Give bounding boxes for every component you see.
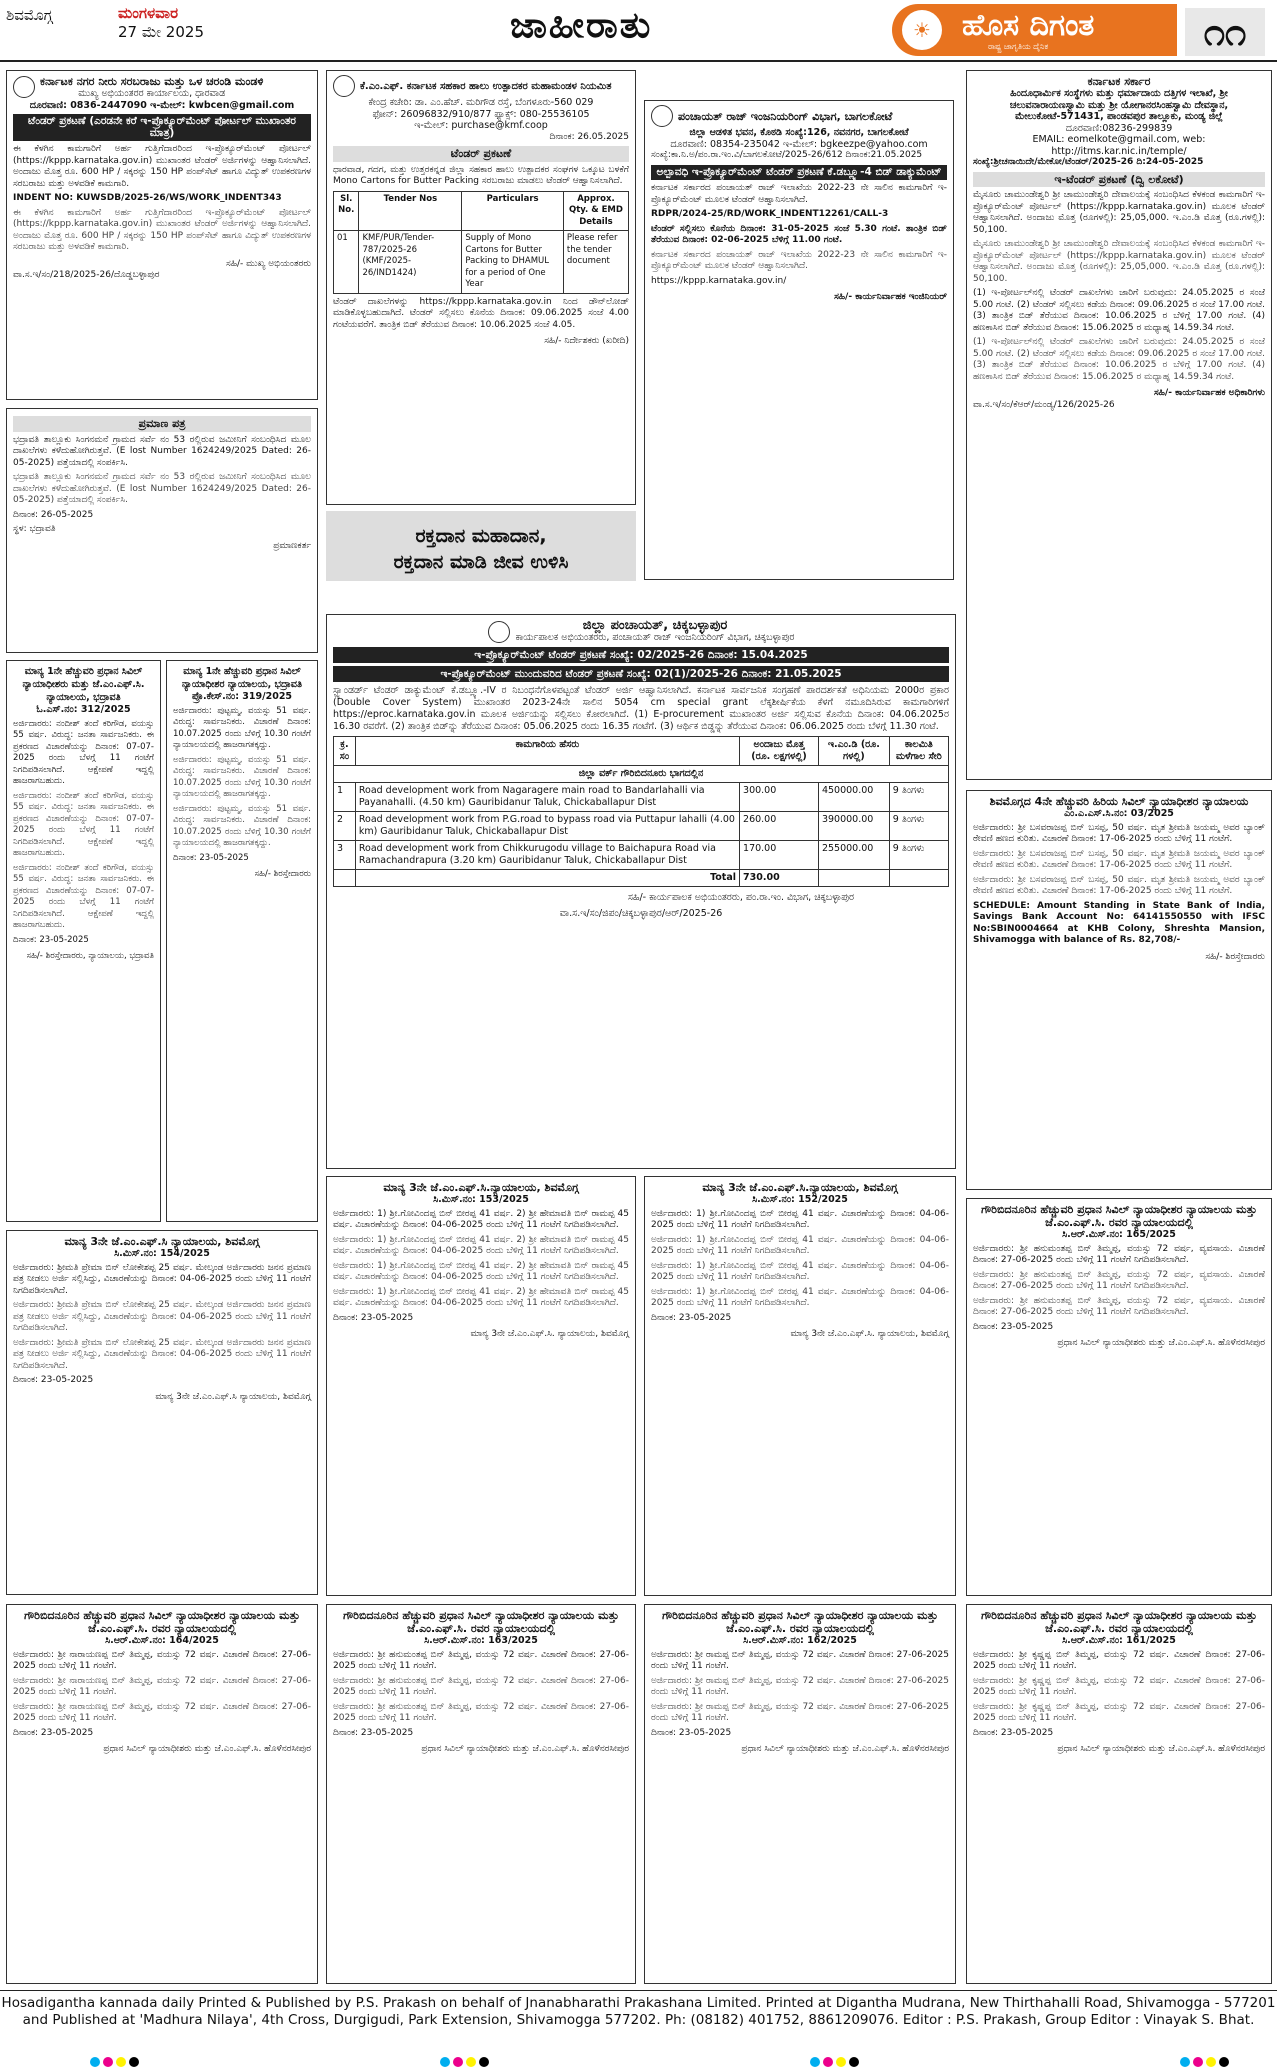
ad-heading-bar: ಟೆಂಡರ್ ಪ್ರಕಟಣೆ (ಎರಡನೇ ಕರೆ ಇ-ಪ್ರೊಕ್ಯೂರ್‌ಮೆಂಟ್ ಪೋರ್ಟಲ್ ಮುಖಾಂತರ ಮಾತ್ರ) [13,114,311,141]
table-cell: 3 [334,841,356,870]
ad-dates: ಟೆಂಡರ್ ಸಲ್ಲಿಸಲು ಕೊನೆಯ ದಿನಾಂಕ: 31-05-2025 ಸಂಜೆ 5.30 ಗಂಟೆ. ತಾಂತ್ರಿಕ ಬಿಡ್ ತೆರೆಯುವ ದಿನಾಂಕ: 02-06-2025 ಬೆಳಿಗ್ಗೆ 11.00 ಗಂಟೆ. [651,223,947,245]
court-date: ದಿನಾಂಕ: 23-05-2025 [173,852,249,863]
case-number: ಸಿ.ಆರ್.ಮಿಸ್.ನಂ: 164/2025 [105,1635,219,1646]
emblem-icon [488,621,510,643]
court-body-filler: ಅರ್ಜಿದಾರರು: ಶ್ರೀ ಹನುಮಂತಪ್ಪ ಬಿನ್ ತಿಮ್ಮಪ್ಪ, ವಯಸ್ಸು 72 ವರ್ಷ. ವಿಚಾರಣೆ ದಿನಾಂಕ: 27-06-2025 ರಂದು ಬೆಳಿಗ್ಗೆ 11 ಗಂಟೆಗೆ. [333,1675,629,1697]
court-signature: ಮಾನ್ಯ 3ನೇ ಜೆ.ಎಂ.ಎಫ್.ಸಿ ನ್ಯಾಯಾಲಯ, ಶಿವಮೊಗ್ಗ [155,1391,311,1402]
ad-contact: ದೂರವಾಣಿ: 0836-2447090 ಇ-ಮೇಲ್: kwbcen@gmail.com [29,99,295,111]
chikkaballapur-tender-ad [326,614,956,1169]
court-notice [6,1604,318,1984]
ad-subtitle: ಕಾರ್ಯಪಾಲಕ ಅಭಿಯಂತರರು, ಪಂಚಾಯತ್ ರಾಜ್ ಇಂಜನಿಯರಿಂಗ್ ವಿಭಾಗ, ಚಿಕ್ಕಬಳ್ಳಾಪುರ [515,632,795,643]
court-title: ಶಿವಮೊಗ್ಗದ 4ನೇ ಹೆಚ್ಚುವರಿ ಹಿರಿಯ ಸಿವಿಲ್ ನ್ಯಾಯಾಧೀಶರ ನ್ಯಾಯಾಲಯ [989,795,1249,808]
table-cell: Please refer the tender document [563,231,628,294]
court-title: ಮಾನ್ಯ 3ನೇ ಜೆ.ಎಂ.ಎಫ್.ಸಿ ನ್ಯಾಯಾಲಯ, ಶಿವಮೊಗ್ಗ [64,1235,260,1248]
ad-phone: ಫೋನ್: 26096832/910/877 ಫ್ಯಾಕ್ಸ್: 080-25536105 [372,108,590,120]
total-label: Total [355,870,739,887]
ad-title: ಕರ್ನಾಟಕ ನಗರ ನೀರು ಸರಬರಾಜು ಮತ್ತು ಒಳ ಚರಂಡಿ ಮಂಡಳಿ [40,75,264,88]
magenta-dot-icon [1193,2057,1203,2067]
brand-tagline: ರಾಷ್ಟ್ರ ಜಾಗೃತಿಯ ದೈನಿಕ [988,42,1049,51]
indent-number: INDENT NO: KUWSDB/2025-26/WS/WORK_INDENT343 [13,193,282,203]
ad-title: ಜಿಲ್ಲಾ ಪಂಚಾಯತ್, ಚಿಕ್ಕಬಳ್ಳಾಪುರ [582,618,728,633]
table-cell: 450000.00 [818,783,889,812]
court-signature: ಪ್ರಧಾನ ಸಿವಿಲ್ ನ್ಯಾಯಾಧೀಶರು ಮತ್ತು ಜೆ.ಎಂ.ಎಫ್.ಸಿ. ಹೊಳೆನರಸೀಪುರ [741,1744,949,1754]
table-cell: Road development work from Chikkurugodu village to Baichapura Road via Ramachandrapura (3.20 km) Gauribidanur Taluk, Chickaballapur Dist [355,841,739,870]
tender-number-line: ಇ-ಪ್ರೊಕ್ಯೂರ್‌ಮೆಂಟ್ ಟೆಂಡರ್ ಪ್ರಕಟಣೆ ಸಂಖ್ಯೆ: 02/2025-26 ದಿನಾಂಕ: 15.04.2025 [333,647,949,663]
banner-line: ರಕ್ತದಾನ ಮಹಾದಾನ, [415,525,547,547]
table-cell: 01 [334,231,359,294]
court-body-filler: ಅರ್ಜಿದಾರರು: ಶ್ರೀ ಬಸವರಾಜಪ್ಪ ಬಿನ್ ಬಸಪ್ಪ, 50 ವರ್ಷ. ಮೃತ ಶ್ರೀಮತಿ ಜಯಮ್ಮ ಅವರ ಬ್ಯಾಂಕ್ ಠೇವಣಿ ಹಣದ ಕುರಿತು. ವಿಚಾರಣೆ ದಿನಾಂಕ: 17-06-2025 ರಂದು ಬೆಳಿಗ್ಗೆ 11 ಗಂಟೆಗೆ. [973,874,1265,896]
ad-body: ಈ ಕೆಳಗಿನ ಕಾಮಗಾರಿಗೆ ಅರ್ಹ ಗುತ್ತಿಗೆದಾರರಿಂದ ಇ-ಪ್ರೊಕ್ಯೂರ್‌ಮೆಂಟ್ ಪೋರ್ಟಲ್ (https://kppp.karnataka.gov.in) ಮುಖಾಂತರ ಟೆಂಡರ್ ಅರ್ಜಿಗಳನ್ನು ಆಹ್ವಾನಿಸಲಾಗಿದೆ. ಅಂದಾಜು ಮೊತ್ತ ರೂ. 600 HP / ಸಕ್ಕರನ್ನು 150 HP ಪಂಪ್‌ಸೆಟ್ ಹಾಗೂ ವಿದ್ಯುತ್ ಉಪಕರಣಗಳ ಸರಬರಾಜು ಮತ್ತು ಅಳವಡಿಕೆ ಕಾಮಗಾರಿ. [13,144,311,189]
court-date: ದಿನಾಂಕ: 23-05-2025 [973,1321,1054,1332]
court-title: ಮಾನ್ಯ 3ನೇ ಜೆ.ಎಂ.ಎಫ್.ಸಿ.ನ್ಯಾಯಾಲಯ, ಶಿವಮೊಗ್ಗ [383,1181,579,1194]
blood-donation-banner [326,511,636,581]
court-notice [644,1604,956,1984]
court-body: ಅರ್ಜಿದಾರರು: ಶ್ರೀ ಹನುಮಂತಪ್ಪ ಬಿನ್ ತಿಮ್ಮಪ್ಪ, ವಯಸ್ಸು 72 ವರ್ಷ, ವ್ಯವಸಾಯ. ವಿಚಾರಣೆ ದಿನಾಂಕ: 27-06-2025 ರಂದು ಬೆಳಿಗ್ಗೆ 11 ಗಂಟೆಗೆ ನಿಗದಿಪಡಿಸಲಾಗಿದೆ. [973,1243,1265,1265]
bagalkot-tender-ad [644,100,954,580]
court-signature: ಮಾನ್ಯ 3ನೇ ಜೆ.ಎಂ.ಎಫ್.ಸಿ. ನ್ಯಾಯಾಲಯ, ಶಿವಮೊಗ್ಗ [470,1329,629,1339]
court-body-filler: ಅರ್ಜಿದಾರರು: 1) ಶ್ರೀ.ಗೋವಿಂದಪ್ಪ ಬಿನ್ ಬೀರಪ್ಪ 41 ವರ್ಷ. 2) ಶ್ರೀ ಹೇಮಾವತಿ ಬಿನ್ ರಾಮಪ್ಪ 45 ವರ್ಷ. ವಿಚಾರಣೆಯನ್ನು ದಿನಾಂಕ: 04-06-2025 ರಂದು ಬೆಳಿಗ್ಗೆ 11 ಗಂಟೆಗೆ ನಿಗದಿಪಡಿಸಲಾಗಿದೆ. [333,1234,629,1256]
imprint-line: Hosadigantha kannada daily Printed & Published by P.S. Prakash on behalf of Jnanabharathi Prakashana Limited. Printed at Digantha Mudrana, New Thirthahalli Road, Shivamogga - 577201 [1,1995,1276,2011]
court-date: ದಿನಾಂಕ: 23-05-2025 [973,1727,1054,1738]
ad-phone: ದೂರವಾಣಿ: 08354-235042 ಇ-ಮೇಲ್: bgkeezpe@yahoo.com [670,138,928,150]
court-title: ಮಾನ್ಯ 3ನೇ ಜೆ.ಎಂ.ಎಫ್.ಸಿ.ನ್ಯಾಯಾಲಯ, ಶಿವಮೊಗ್ಗ [702,1181,898,1194]
kmf-tender-ad [326,70,636,505]
ad-ref: ಸಂಖ್ಯೆ:ಕಾ.ನಿ.ಅ/ಪಂ.ರಾ.ಇಂ.ವಿ/ಬಾಗಲಕೋಟೆ/2025-26/612 ದಿನಾಂಕ:21.05.2025 [651,150,923,160]
court-schedule: SCHEDULE: Amount Standing in State Bank of India, Savings Bank Account No: 64141550550 with IFSC No:SBIN0004664 at KHB Colony, Shreshta Mansion, Shivamogga with balance of Rs. 82,708/- [973,900,1265,945]
court-signature: ಪ್ರಧಾನ ಸಿವಿಲ್ ನ್ಯಾಯಾಧೀಶರು ಮತ್ತು ಜೆ.ಎಂ.ಎಫ್.ಸಿ. ಹೊಳೆನರಸೀಪುರ [1057,1744,1265,1754]
ad-date: ದಿನಾಂಕ: 26.05.2025 [549,131,629,142]
court-body-filler: ಅರ್ಜಿದಾರರು: ಪುಟ್ಟಮ್ಮ, ವಯಸ್ಸು 51 ವರ್ಷ. ವಿರುದ್ಧ: ಸಾರ್ವಜನಿಕರು. ವಿಚಾರಣೆ ದಿನಾಂಕ: 10.07.2025 ರಂದು ಬೆಳಿಗ್ಗೆ 10.30 ಗಂಟೆಗೆ ನ್ಯಾಯಾಲಯದಲ್ಲಿ ಹಾಜರಾಗತಕ್ಕದ್ದು. [173,803,311,848]
table-cell: KMF/PUR/Tender-787/2025-26 (KMF/2025-26/IND1424) [359,231,462,294]
court-date: ದಿನಾಂಕ: 23-05-2025 [333,1312,414,1323]
black-dot-icon [1219,2057,1229,2067]
emblem-icon [651,105,673,127]
court-body-filler: ಅರ್ಜಿದಾರರು: ಶ್ರೀ ಕೃಷ್ಣಪ್ಪ ಬಿನ್ ತಿಮ್ಮಪ್ಪ, ವಯಸ್ಸು 72 ವರ್ಷ. ವಿಚಾರಣೆ ದಿನಾಂಕ: 27-06-2025 ರಂದು ಬೆಳಿಗ್ಗೆ 11 ಗಂಟೆಗೆ. [973,1701,1265,1723]
court-body-filler: ಅರ್ಜಿದಾರರು: ಶ್ರೀ ನಾರಾಯಣಪ್ಪ ಬಿನ್ ತಿಮ್ಮಪ್ಪ, ವಯಸ್ಸು 72 ವರ್ಷ. ವಿಚಾರಣೆ ದಿನಾಂಕ: 27-06-2025 ರಂದು ಬೆಳಿಗ್ಗೆ 11 ಗಂಟೆಗೆ. [13,1701,311,1723]
court-body-filler: ಅರ್ಜಿದಾರರು: ಶ್ರೀಮತಿ ಪ್ರೇಮಾ ಬಿನ್ ಲೋಕೇಶಪ್ಪ 25 ವರ್ಷ. ಮೇಲ್ಕಂಡ ಅರ್ಜಿದಾರರು ಜನನ ಪ್ರಮಾಣ ಪತ್ರ ನೀಡಲು ಅರ್ಜಿ ಸಲ್ಲಿಸಿದ್ದು, ವಿಚಾರಣೆಯನ್ನು ದಿನಾಂಕ: 04-06-2025 ರಂದು ಬೆಳಿಗ್ಗೆ 11 ಗಂಟೆಗೆ ನಿಗದಿಪಡಿಸಲಾಗಿದೆ. [13,1337,311,1371]
court-title: ಗೌರಿಬಿದನೂರಿನ ಹೆಚ್ಚುವರಿ ಪ್ರಧಾನ ಸಿವಿಲ್ ನ್ಯಾಯಾಧೀಶರ ನ್ಯಾಯಾಲಯ ಮತ್ತು ಜೆ.ಎಂ.ಎಫ್.ಸಿ. ರವರ ನ್ಯಾಯಾಲಯದಲ್ಲಿ [981,1203,1257,1229]
table-row [334,841,949,870]
ad-body: ಕರ್ನಾಟಕ ಸರ್ಕಾರದ ಪಂಚಾಯತ್ ರಾಜ್ ಇಲಾಖೆಯ 2022-23 ನೇ ಸಾಲಿನ ಕಾಮಗಾರಿಗೆ ಇ-ಪ್ರೊಕ್ಯೂರ್‌ಮೆಂಟ್ ಮೂಲಕ ಟೆಂಡರ್ ಆಹ್ವಾನಿಸಲಾಗಿದೆ. [651,183,947,205]
table-cell: 255000.00 [818,841,889,870]
court-title: ಮಾನ್ಯ 1ನೇ ಹೆಚ್ಚುವರಿ ಪ್ರಧಾನ ಸಿವಿಲ್ ನ್ಯಾಯಾಧೀಶರ ನ್ಯಾಯಾಲಯ, ಭದ್ರಾವತಿ [181,666,303,690]
case-number: ಸಿ.ಆರ್.ಮಿಸ್.ನಂ: 162/2025 [743,1635,857,1646]
ad-body: ಭದ್ರಾವತಿ ತಾಲ್ಲೂಕು ಸಿಂಗನಮನೆ ಗ್ರಾಮದ ಸರ್ವೆ ನಂ 53 ರಲ್ಲಿರುವ ಜಮೀನಿಗೆ ಸಂಬಂಧಿಸಿದ ಮೂಲ ದಾಖಲೆಗಳು ಕಳೆದುಹೋಗಿರುತ್ತವೆ. (E lost Number 1624249/2025 Dated: 26-05-2025) ಪತ್ತೆಯಾದಲ್ಲಿ ಸಂಪರ್ಕಿಸಿ. [13,434,311,468]
section-title: ಜಾಹೀರಾತು [510,4,653,46]
case-number: ಸಿ.ಮಿಸ್.ನಂ: 154/2025 [114,1248,210,1259]
court-title: ಗೌರಿಬಿದನೂರಿನ ಹೆಚ್ಚುವರಿ ಪ್ರಧಾನ ಸಿವಿಲ್ ನ್ಯಾಯಾಧೀಶರ ನ್ಯಾಯಾಲಯ ಮತ್ತು ಜೆ.ಎಂ.ಎಫ್.ಸಿ. ರವರ ನ್ಯಾಯಾಲಯದಲ್ಲಿ [662,1609,938,1635]
cyan-dot-icon [1180,2057,1190,2067]
table-cell [818,870,889,887]
ad-title: ಕೆ.ಎಂ.ಎಫ್. ಕರ್ನಾಟಕ ಸಹಕಾರ ಹಾಲು ಉತ್ಪಾದಕರ ಮಹಾಮಂಡಳ ನಿಯಮಿತ [360,80,612,92]
table-header: Approx. Qty. & EMD Details [563,191,628,231]
ad-signature: ಸಹಿ/- ಕಾರ್ಯಪಾಲಕ ಅಭಿಯಂತರರು, ಪಂ.ರಾ.ಇಂ. ವಿಭಾಗ, ಚಿಕ್ಕಬಳ್ಳಾಪುರ [627,892,855,903]
ad-signature: ಸಹಿ/- ಕಾರ್ಯನಿರ್ವಾಹಕ ಅಧಿಕಾರಿಗಳು [1153,388,1265,398]
ad-body-filler: ಈ ಕೆಳಗಿನ ಕಾಮಗಾರಿಗೆ ಅರ್ಹ ಗುತ್ತಿಗೆದಾರರಿಂದ ಇ-ಪ್ರೊಕ್ಯೂರ್‌ಮೆಂಟ್ ಪೋರ್ಟಲ್ (https://kppp.karnataka.gov.in) ಮುಖಾಂತರ ಟೆಂಡರ್ ಅರ್ಜಿಗಳನ್ನು ಆಹ್ವಾನಿಸಲಾಗಿದೆ. ಅಂದಾಜು ಮೊತ್ತ ರೂ. 600 HP / ಸಕ್ಕರನ್ನು 150 HP ಪಂಪ್‌ಸೆಟ್ ಹಾಗೂ ವಿದ್ಯುತ್ ಉಪಕರಣಗಳ ಸರಬರಾಜು ಮತ್ತು ಅಳವಡಿಕೆ ಕಾಮಗಾರಿ. [13,207,311,252]
table-cell: Road development work from Nagaragere main road to Bandarlahalli via Payanahalli. (4.50 km) Gauribidanur Taluk, Chickaballapur Dist [355,783,739,812]
yellow-dot-icon [836,2057,846,2067]
court-notice [6,1230,318,1595]
ad-heading-bar: ಅಲ್ಪಾವಧಿ ಇ-ಪ್ರೊಕ್ಯೂರ್‌ಮೆಂಟ್ ಟೆಂಡರ್ ಪ್ರಕಟಣೆ ಕೆ.ಡಬ್ಲ್ಯೂ-4 ಬಿಡ್ ಡಾಕ್ಯುಮೆಂಟ್ [651,165,947,181]
court-notice [166,660,318,1222]
black-dot-icon [479,2057,489,2067]
table-cell: 9 ತಿಂಗಳು [889,812,948,841]
court-body-filler: ಅರ್ಜಿದಾರರು: 1) ಶ್ರೀ.ಗೋವಿಂದಪ್ಪ ಬಿನ್ ಬೀರಪ್ಪ 41 ವರ್ಷ. ವಿಚಾರಣೆಯನ್ನು ದಿನಾಂಕ: 04-06-2025 ರಂದು ಬೆಳಿಗ್ಗೆ 11 ಗಂಟೆಗೆ ನಿಗದಿಪಡಿಸಲಾಗಿದೆ. [651,1234,949,1256]
emblem-icon [13,76,35,98]
ad-address: ಕೇಂದ್ರ ಕಚೇರಿ: ಡಾ. ಎಂ.ಹೆಚ್. ಮರಿಗೌಡ ರಸ್ತೆ, ಬೆಂಗಳೂರು-560 029 [368,97,594,108]
ad-ref: ವಾ.ಸ.ಇ/ಸಂ/ಜಿಪಂ/ಚಿಕ್ಕಬಳ್ಳಾಪುರ/ಆರ್/2025-26 [559,908,723,919]
table-cell: Supply of Mono Cartons for Butter Packing to DHAMUL for a period of One Year [462,231,564,294]
case-number: ಪ್ರೊ.ಕೇಸ್.ನಂ: 319/2025 [191,691,293,702]
edition-date [118,4,204,42]
table-header: ಕ್ರ. ಸಂ [334,737,356,766]
ad-signature: ಪ್ರಮಾಣಕರ್ತ [273,540,311,551]
ad-signature: ಸಹಿ/- ನಿರ್ದೇಶಕರು (ಖರೀದಿ) [544,336,629,346]
court-body-filler: ಅರ್ಜಿದಾರರು: ಶ್ರೀ ಹನುಮಂತಪ್ಪ ಬಿನ್ ತಿಮ್ಮಪ್ಪ, ವಯಸ್ಸು 72 ವರ್ಷ. ವಿಚಾರಣೆ ದಿನಾಂಕ: 27-06-2025 ರಂದು ಬೆಳಿಗ್ಗೆ 11 ಗಂಟೆಗೆ. [333,1701,629,1723]
court-body-filler: ಅರ್ಜಿದಾರರು: 1) ಶ್ರೀ.ಗೋವಿಂದಪ್ಪ ಬಿನ್ ಬೀರಪ್ಪ 41 ವರ್ಷ. ವಿಚಾರಣೆಯನ್ನು ದಿನಾಂಕ: 04-06-2025 ರಂದು ಬೆಳಿಗ್ಗೆ 11 ಗಂಟೆಗೆ ನಿಗದಿಪಡಿಸಲಾಗಿದೆ. [651,1260,949,1282]
court-body: ಅರ್ಜಿದಾರರು: 1) ಶ್ರೀ.ಗೋವಿಂದಪ್ಪ ಬಿನ್ ಬೀರಪ್ಪ 41 ವರ್ಷ. ವಿಚಾರಣೆಯನ್ನು ದಿನಾಂಕ: 04-06-2025 ರಂದು ಬೆಳಿಗ್ಗೆ 11 ಗಂಟೆಗೆ ನಿಗದಿಪಡಿಸಲಾಗಿದೆ. [651,1208,949,1230]
court-body-filler: ಅರ್ಜಿದಾರರು: ಶ್ರೀ ನಾರಾಯಣಪ್ಪ ಬಿನ್ ತಿಮ್ಮಪ್ಪ, ವಯಸ್ಸು 72 ವರ್ಷ. ವಿಚಾರಣೆ ದಿನಾಂಕ: 27-06-2025 ರಂದು ಬೆಳಿಗ್ಗೆ 11 ಗಂಟೆಗೆ. [13,1675,311,1697]
ad-ref: ಸಂಖ್ಯೆ:ಶ್ರೀಚನಾಯಿದೇ/ಮೇಕೋ/ಟೆಂಡರ್/2025-26 ದಿ:24-05-2025 [973,157,1204,167]
table-total-row [334,870,949,887]
case-number: ಸಿ.ಮಿಸ್.ನಂ: 153/2025 [433,1194,529,1205]
case-number: ಸಿ.ಮಿಸ್.ನಂ: 152/2025 [752,1194,848,1205]
ad-body-filler: (1) ಇ-ಪೋರ್ಟಲ್‌ನಲ್ಲಿ ಟೆಂಡರ್ ದಾಖಲೆಗಳು ಜಾರಿಗೆ ಬರುವುದು: 24.05.2025 ರ ಸಂಜೆ 5.00 ಗಂಟೆ. (2) ಟೆಂಡರ್ ಸಲ್ಲಿಸಲು ಕಡೆಯ ದಿನಾಂಕ: 09.06.2025 ರ ಸಂಜೆ 17.00 ಗಂಟೆ. (3) ತಾಂತ್ರಿಕ ಬಿಡ್ ತೆರೆಯುವ ದಿನಾಂಕ: 10.06.2025 ರ ಬೆಳಿಗ್ಗೆ 17.00 ಗಂಟೆ. (4) ಹಣಕಾಸಿನ ಬಿಡ್ ತೆರೆಯುವ ದಿನಾಂಕ: 15.06.2025 ರ ಮಧ್ಯಾಹ್ನ 14.59.34 ಗಂಟೆ. [973,337,1265,382]
court-title: ಮಾನ್ಯ 1ನೇ ಹೆಚ್ಚುವರಿ ಪ್ರಧಾನ ಸಿವಿಲ್ ನ್ಯಾಯಾಧೀಶರು ಮತ್ತು ಜೆ.ಎಂ.ಎಫ್.ಸಿ. ನ್ಯಾಯಾಲಯ, ಭದ್ರಾವತಿ [22,666,145,703]
court-notice [966,790,1272,1190]
day-label: ಮಂಗಳವಾರ [118,4,179,22]
ad-email: EMAIL: eomelkote@gmail.com, web: http://itms.kar.nic.in/temple/ [1032,134,1206,157]
registration-marks [810,2052,870,2064]
court-body-filler: ಅರ್ಜಿದಾರರು: ಶ್ರೀ ಬಸವರಾಜಪ್ಪ ಬಿನ್ ಬಸಪ್ಪ, 50 ವರ್ಷ. ಮೃತ ಶ್ರೀಮತಿ ಜಯಮ್ಮ ಅವರ ಬ್ಯಾಂಕ್ ಠೇವಣಿ ಹಣದ ಕುರಿತು. ವಿಚಾರಣೆ ದಿನಾಂಕ: 17-06-2025 ರಂದು ಬೆಳಿಗ್ಗೆ 11 ಗಂಟೆಗೆ. [973,848,1265,870]
court-body: ಅರ್ಜಿದಾರರು: ಶ್ರೀ ರಾಮಪ್ಪ ಬಿನ್ ತಿಮ್ಮಪ್ಪ, ವಯಸ್ಸು 72 ವರ್ಷ. ವಿಚಾರಣೆ ದಿನಾಂಕ: 27-06-2025 ರಂದು ಬೆಳಿಗ್ಗೆ 11 ಗಂಟೆಗೆ. [651,1649,949,1671]
ad-subtitle: ಜಿಲ್ಲಾ ಆಡಳಿತ ಭವನ, ಕೊಠಡಿ ಸಂಖ್ಯೆ:126, ನವನಗರ, ಬಾಗಲಕೋಟೆ [689,127,909,138]
court-notice [644,1176,956,1596]
table-row [334,231,629,294]
ad-phone: ದೂರವಾಣಿ:08236-299839 [1065,122,1173,134]
court-title: ಗೌರಿಬಿದನೂರಿನ ಹೆಚ್ಚುವರಿ ಪ್ರಧಾನ ಸಿವಿಲ್ ನ್ಯಾಯಾಧೀಶರ ನ್ಯಾಯಾಲಯ ಮತ್ತು ಜೆ.ಎಂ.ಎಫ್.ಸಿ. ರವರ ನ್ಯಾಯಾಲಯದಲ್ಲಿ [343,1609,619,1635]
cyan-dot-icon [90,2057,100,2067]
ad-body-filler: ಕರ್ನಾಟಕ ಸರ್ಕಾರದ ಪಂಚಾಯತ್ ರಾಜ್ ಇಲಾಖೆಯ 2022-23 ನೇ ಸಾಲಿನ ಕಾಮಗಾರಿಗೆ ಇ-ಪ್ರೊಕ್ಯೂರ್‌ಮೆಂಟ್ ಮೂಲಕ ಟೆಂಡರ್ ಆಹ್ವಾನಿಸಲಾಗಿದೆ. [651,249,947,271]
cyan-dot-icon [440,2057,450,2067]
case-number: ಸಿ.ಆರ್.ಮಿಸ್.ನಂ: 165/2025 [1062,1229,1176,1240]
ad-signature: ಸಹಿ/- ಕಾರ್ಯನಿರ್ವಾಹಕ ಇಂಜಿನಿಯರ್ [834,292,947,302]
table-header: ಇ.ಎಂ.ಡಿ (ರೂ. ಗಳಲ್ಲಿ) [818,737,889,766]
table-cell: 170.00 [740,841,819,870]
table-cell: 260.00 [740,812,819,841]
table-cell: Road development work from P.G.road to bypass road via Puttapur lahalli (4.00 km) Gauribidanur Taluk, Chickaballapur Dist [355,812,739,841]
court-body-filler: ಅರ್ಜಿದಾರರು: ಶ್ರೀ ಕೃಷ್ಣಪ್ಪ ಬಿನ್ ತಿಮ್ಮಪ್ಪ, ವಯಸ್ಸು 72 ವರ್ಷ. ವಿಚಾರಣೆ ದಿನಾಂಕ: 27-06-2025 ರಂದು ಬೆಳಿಗ್ಗೆ 11 ಗಂಟೆಗೆ. [973,1675,1265,1697]
magenta-dot-icon [103,2057,113,2067]
court-body-filler: ಅರ್ಜಿದಾರರು: ನಂದೀಶ್ ತಂದೆ ಕರಿಗೌಡ, ವಯಸ್ಸು 55 ವರ್ಷ. ವಿರುದ್ಧ: ಜನತಾ ಸಾರ್ವಜನಿಕರು. ಈ ಪ್ರಕರಣದ ವಿಚಾರಣೆಯನ್ನು ದಿನಾಂಕ: 07-07-2025 ರಂದು ಬೆಳಗ್ಗೆ 11 ಗಂಟೆಗೆ ನಿಗದಿಪಡಿಸಲಾಗಿದೆ. ಆಕ್ಷೇಪಣೆ ಇದ್ದಲ್ಲಿ ಹಾಜರಾಗಬಹುದು. [13,790,154,858]
magenta-dot-icon [453,2057,463,2067]
registration-marks [90,2052,150,2064]
court-notice [966,1198,1272,1596]
court-body: ಅರ್ಜಿದಾರರು: ಶ್ರೀ ಹನುಮಂತಪ್ಪ ಬಿನ್ ತಿಮ್ಮಪ್ಪ, ವಯಸ್ಸು 72 ವರ್ಷ. ವಿಚಾರಣೆ ದಿನಾಂಕ: 27-06-2025 ರಂದು ಬೆಳಿಗ್ಗೆ 11 ಗಂಟೆಗೆ. [333,1649,629,1671]
table-group-label: ಜಿಲ್ಲಾ ವರ್ಕ್ ಗೌರಿಬಿದನೂರು ಭಾಗದಲ್ಲಿನ [334,766,949,783]
table-cell: 390000.00 [818,812,889,841]
table-header: Tender Nos [359,191,462,231]
ad-body: ಧಾರವಾಡ, ಗದಗ, ಮತ್ತು ಉತ್ತರಕನ್ನಡ ಜಿಲ್ಲಾ ಸಹಕಾರ ಹಾಲು ಉತ್ಪಾದಕರ ಸಂಘಗಳ ಒಕ್ಕೂಟ ಬಳಕೆಗೆ Mono Cartons for Butter Packing ಸರಬರಾಜು ಮಾಡಲು ಟೆಂಡರ್ ಆಹ್ವಾನಿಸಲಾಗಿದೆ. [333,164,629,186]
yellow-dot-icon [116,2057,126,2067]
court-notice [6,660,161,1222]
case-number: ಸಿ.ಆರ್.ಮಿಸ್.ನಂ: 163/2025 [424,1635,538,1646]
yellow-dot-icon [1206,2057,1216,2067]
magenta-dot-icon [823,2057,833,2067]
case-number: ಎಂ.ಎ.ಎಸ್.ಸಿ.ನಂ: 03/2025 [1064,808,1174,819]
ad-date: ದಿನಾಂಕ: 26-05-2025 [13,509,94,520]
edition-place: ಶಿವಮೊಗ್ಗ [6,6,53,24]
page-header [0,0,1277,62]
black-dot-icon [849,2057,859,2067]
table-header: Particulars [462,191,564,231]
table-header: ಅಂದಾಜು ಮೊತ್ತ (ರೂ. ಲಕ್ಷಗಳಲ್ಲಿ) [740,737,819,766]
table-header: ಕಾಲಮಿತಿ ಮಳೆಗಾಲ ಸೇರಿ [889,737,948,766]
banner-line: ರಕ್ತದಾನ ಮಾಡಿ ಜೀವ ಉಳಿಸಿ [393,551,569,573]
court-body: ಅರ್ಜಿದಾರರು: ಪುಟ್ಟಮ್ಮ, ವಯಸ್ಸು 51 ವರ್ಷ. ವಿರುದ್ಧ: ಸಾರ್ವಜನಿಕರು. ವಿಚಾರಣೆ ದಿನಾಂಕ: 10.07.2025 ರಂದು ಬೆಳಿಗ್ಗೆ 10.30 ಗಂಟೆಗೆ ನ್ಯಾಯಾಲಯದಲ್ಲಿ ಹಾಜರಾಗತಕ್ಕದ್ದು. [173,705,311,750]
court-date: ದಿನಾಂಕ: 23-05-2025 [333,1727,414,1738]
court-body-filler: ಅರ್ಜಿದಾರರು: ಶ್ರೀ ಹನುಮಂತಪ್ಪ ಬಿನ್ ತಿಮ್ಮಪ್ಪ, ವಯಸ್ಸು 72 ವರ್ಷ, ವ್ಯವಸಾಯ. ವಿಚಾರಣೆ ದಿನಾಂಕ: 27-06-2025 ರಂದು ಬೆಳಿಗ್ಗೆ 11 ಗಂಟೆಗೆ ನಿಗದಿಪಡಿಸಲಾಗಿದೆ. [973,1269,1265,1291]
court-body-filler: ಅರ್ಜಿದಾರರು: ಶ್ರೀ ರಾಮಪ್ಪ ಬಿನ್ ತಿಮ್ಮಪ್ಪ, ವಯಸ್ಸು 72 ವರ್ಷ. ವಿಚಾರಣೆ ದಿನಾಂಕ: 27-06-2025 ರಂದು ಬೆಳಿಗ್ಗೆ 11 ಗಂಟೆಗೆ. [651,1675,949,1697]
ad-ref: ವಾ.ಸ.ಇ/ಸಂ/ಕೆಆರ್‌/ಮಂಡ್ಯ/126/2025-26 [973,399,1115,410]
ad-heading-bar: ಪ್ರಮಾಣ ಪತ್ರ [13,416,311,432]
ad-subtitle: ಮುಖ್ಯ ಅಭಿಯಂತರರ ಕಾರ್ಯಾಲಯ, ಧಾರವಾಡ [78,88,226,99]
temple-tender-ad [966,70,1272,780]
black-dot-icon [129,2057,139,2067]
court-body: ಅರ್ಜಿದಾರರು: ನಂದೀಶ್ ತಂದೆ ಕರಿಗೌಡ, ವಯಸ್ಸು 55 ವರ್ಷ. ವಿರುದ್ಧ: ಜನತಾ ಸಾರ್ವಜನಿಕರು. ಈ ಪ್ರಕರಣದ ವಿಚಾರಣೆಯನ್ನು ದಿನಾಂಕ: 07-07-2025 ರಂದು ಬೆಳಗ್ಗೆ 11 ಗಂಟೆಗೆ ನಿಗದಿಪಡಿಸಲಾಗಿದೆ. ಆಕ್ಷೇಪಣೆ ಇದ್ದಲ್ಲಿ ಹಾಜರಾಗಬಹುದು. [13,718,154,786]
case-number: ಓ.ಎಸ್.ನಂ: 312/2025 [36,704,131,715]
court-signature: ಸಹಿ/- ಶಿರಸ್ತೇದಾರರು [254,869,311,879]
registration-marks [1180,2052,1240,2064]
court-body-filler: ಅರ್ಜಿದಾರರು: 1) ಶ್ರೀ.ಗೋವಿಂದಪ್ಪ ಬಿನ್ ಬೀರಪ್ಪ 41 ವರ್ಷ. ವಿಚಾರಣೆಯನ್ನು ದಿನಾಂಕ: 04-06-2025 ರಂದು ಬೆಳಿಗ್ಗೆ 11 ಗಂಟೆಗೆ ನಿಗದಿಪಡಿಸಲಾಗಿದೆ. [651,1286,949,1308]
ad-website: https://kppp.karnataka.gov.in/ [651,275,787,286]
ad-ref: ವಾ.ಸ.ಇ/ಸಂ/218/2025-26/ದೊಡ್ಡಬಳ್ಳಾಪುರ [13,270,160,280]
table-cell: 1 [334,783,356,812]
court-notice [326,1604,636,1984]
court-body: ಅರ್ಜಿದಾರರು: ಶ್ರೀ ಬಸವರಾಜಪ್ಪ ಬಿನ್ ಬಸಪ್ಪ, 50 ವರ್ಷ. ಮೃತ ಶ್ರೀಮತಿ ಜಯಮ್ಮ ಅವರ ಬ್ಯಾಂಕ್ ಠೇವಣಿ ಹಣದ ಕುರಿತು. ವಿಚಾರಣೆ ದಿನಾಂಕ: 17-06-2025 ರಂದು ಬೆಳಿಗ್ಗೆ 11 ಗಂಟೆಗೆ. [973,822,1265,844]
table-cell [334,870,356,887]
table-header: ಕಾಮಗಾರಿಯ ಹೆಸರು [355,737,739,766]
imprint-line: and Published at 'Madhura Nilaya', 4th Cross, Durgigudi, Park Extension, Shivamogga 577202. Ph: (08182) 401752, 8861209076. Editor : P.S. Prakash, Group Editor : Vinayak S. Bhat. [22,2012,1255,2028]
court-signature: ಪ್ರಧಾನ ಸಿವಿಲ್ ನ್ಯಾಯಾಧೀಶರು ಮತ್ತು ಜೆ.ಎಂ.ಎಫ್.ಸಿ. ಹೊಳೆನರಸೀಪುರ [421,1744,629,1754]
court-date: ದಿನಾಂಕ: 23-05-2025 [651,1312,732,1323]
court-signature: ಪ್ರಧಾನ ಸಿವಿಲ್ ನ್ಯಾಯಾಧೀಶರು ಮತ್ತು ಜೆ.ಎಂ.ಎಫ್.ಸಿ. ಹೊಳೆನರಸೀಪುರ [103,1744,311,1754]
court-title: ಗೌರಿಬಿದನೂರಿನ ಹೆಚ್ಚುವರಿ ಪ್ರಧಾನ ಸಿವಿಲ್ ನ್ಯಾಯಾಧೀಶರ ನ್ಯಾಯಾಲಯ ಮತ್ತು ಜೆ.ಎಂ.ಎಫ್.ಸಿ. ರವರ ನ್ಯಾಯಾಲಯದಲ್ಲಿ [24,1609,300,1635]
works-table [333,736,949,887]
water-board-tender-ad [6,70,318,400]
table-cell: 9 ತಿಂಗಳು [889,783,948,812]
registration-marks [440,2052,500,2064]
ad-body: ಮೈಸೂರು ಚಾಮುಂಡೇಶ್ವರಿ ಶ್ರೀ ಚಾಮುಂಡೇಶ್ವರಿ ದೇವಾಲಯಕ್ಕೆ ಸಂಬಂಧಿಸಿದ ಕೆಳಕಂಡ ಕಾಮಗಾರಿಗೆ ಇ-ಪ್ರೊಕ್ಯೂರ್‌ಮೆಂಟ್ ಪೋರ್ಟಲ್ (https://kppp.karnataka.gov.in) ಮೂಲಕ ಟೆಂಡರ್ ಆಹ್ವಾನಿಸಲಾಗಿದೆ. ಅಂದಾಜು ಮೊತ್ತ (ರೂಗಳಲ್ಲಿ): 25,05,000. ಇ.ಎಂ.ಡಿ ಮೊತ್ತ (ರೂ.ಗಳಲ್ಲಿ): 50,100. [973,190,1265,235]
tender-table [333,191,629,294]
table-row [334,783,949,812]
ad-signature: ಸಹಿ/- ಮುಖ್ಯ ಅಭಿಯಂತರರು [226,258,311,269]
court-signature: ಸಹಿ/- ಶಿರಸ್ತೇದಾರರು [1205,951,1265,962]
ad-title: ಪಂಚಾಯತ್ ರಾಜ್ ಇಂಜನಿಯರಿಂಗ್ ವಿಭಾಗ, ಬಾಗಲಕೋಟೆ [678,109,893,123]
court-body-filler: ಅರ್ಜಿದಾರರು: ನಂದೀಶ್ ತಂದೆ ಕರಿಗೌಡ, ವಯಸ್ಸು 55 ವರ್ಷ. ವಿರುದ್ಧ: ಜನತಾ ಸಾರ್ವಜನಿಕರು. ಈ ಪ್ರಕರಣದ ವಿಚಾರಣೆಯನ್ನು ದಿನಾಂಕ: 07-07-2025 ರಂದು ಬೆಳಗ್ಗೆ 11 ಗಂಟೆಗೆ ನಿಗದಿಪಡಿಸಲಾಗಿದೆ. ಆಕ್ಷೇಪಣೆ ಇದ್ದಲ್ಲಿ ಹಾಜರಾಗಬಹುದು. [13,862,154,930]
ad-heading-bar: ಟೆಂಡರ್ ಪ್ರಕಟಣೆ [333,146,629,162]
ad-notes: ಟೆಂಡರ್ ದಾಖಲೆಗಳನ್ನು https://kppp.karnataka.gov.in ನಿಂದ ಡೌನ್‌ಲೋಡ್ ಮಾಡಿಕೊಳ್ಳಬಹುದಾಗಿದೆ. ಟೆಂಡರ್ ಸಲ್ಲಿಸಲು ಕೊನೆಯ ದಿನಾಂಕ: 09.06.2025 ಸಂಜೆ 4.00 ಗಂಟೆಯವರೆಗೆ. ತಾಂತ್ರಿಕ ಬಿಡ್ ತೆರೆಯುವ ದಿನಾಂಕ: 10.06.2025 ಸಂಜೆ 4.05. [333,296,629,330]
cyan-dot-icon [810,2057,820,2067]
total-value: 730.00 [740,870,819,887]
table-cell: 300.00 [740,783,819,812]
court-body-filler: ಅರ್ಜಿದಾರರು: 1) ಶ್ರೀ.ಗೋವಿಂದಪ್ಪ ಬಿನ್ ಬೀರಪ್ಪ 41 ವರ್ಷ. 2) ಶ್ರೀ ಹೇಮಾವತಿ ಬಿನ್ ರಾಮಪ್ಪ 45 ವರ್ಷ. ವಿಚಾರಣೆಯನ್ನು ದಿನಾಂಕ: 04-06-2025 ರಂದು ಬೆಳಿಗ್ಗೆ 11 ಗಂಟೆಗೆ ನಿಗದಿಪಡಿಸಲಾಗಿದೆ. [333,1260,629,1282]
table-row [334,812,949,841]
court-body: ಅರ್ಜಿದಾರರು: ಶ್ರೀ ನಾರಾಯಣಪ್ಪ ಬಿನ್ ತಿಮ್ಮಪ್ಪ, ವಯಸ್ಸು 72 ವರ್ಷ. ವಿಚಾರಣೆ ದಿನಾಂಕ: 27-06-2025 ರಂದು ಬೆಳಿಗ್ಗೆ 11 ಗಂಟೆಗೆ. [13,1649,311,1671]
court-date: ದಿನಾಂಕ: 23-05-2025 [651,1727,732,1738]
court-body-filler: ಅರ್ಜಿದಾರರು: ಶ್ರೀ ರಾಮಪ್ಪ ಬಿನ್ ತಿಮ್ಮಪ್ಪ, ವಯಸ್ಸು 72 ವರ್ಷ. ವಿಚಾರಣೆ ದಿನಾಂಕ: 27-06-2025 ರಂದು ಬೆಳಿಗ್ಗೆ 11 ಗಂಟೆಗೆ. [651,1701,949,1723]
court-notice [966,1604,1272,1984]
kmf-logo-icon [333,75,355,97]
court-body: ಅರ್ಜಿದಾರರು: ಶ್ರೀಮತಿ ಪ್ರೇಮಾ ಬಿನ್ ಲೋಕೇಶಪ್ಪ 25 ವರ್ಷ. ಮೇಲ್ಕಂಡ ಅರ್ಜಿದಾರರು ಜನನ ಪ್ರಮಾಣ ಪತ್ರ ನೀಡಲು ಅರ್ಜಿ ಸಲ್ಲಿಸಿದ್ದು, ವಿಚಾರಣೆಯನ್ನು ದಿನಾಂಕ: 04-06-2025 ರಂದು ಬೆಳಿಗ್ಗೆ 11 ಗಂಟೆಗೆ ನಿಗದಿಪಡಿಸಲಾಗಿದೆ. [13,1262,311,1296]
court-date: ದಿನಾಂಕ: 23-05-2025 [13,1727,94,1738]
table-cell [889,870,948,887]
page-number: ೧೧ [1185,8,1265,56]
court-body: ಅರ್ಜಿದಾರರು: 1) ಶ್ರೀ.ಗೋವಿಂದಪ್ಪ ಬಿನ್ ಬೀರಪ್ಪ 41 ವರ್ಷ. 2) ಶ್ರೀ ಹೇಮಾವತಿ ಬಿನ್ ರಾಮಪ್ಪ 45 ವರ್ಷ. ವಿಚಾರಣೆಯನ್ನು ದಿನಾಂಕ: 04-06-2025 ರಂದು ಬೆಳಿಗ್ಗೆ 11 ಗಂಟೆಗೆ ನಿಗದಿಪಡಿಸಲಾಗಿದೆ. [333,1208,629,1230]
imprint-footer [0,1990,1277,2029]
table-header: Sl. No. [334,191,359,231]
ad-dates: (1) ಇ-ಪೋರ್ಟಲ್‌ನಲ್ಲಿ ಟೆಂಡರ್ ದಾಖಲೆಗಳು ಜಾರಿಗೆ ಬರುವುದು: 24.05.2025 ರ ಸಂಜೆ 5.00 ಗಂಟೆ. (2) ಟೆಂಡರ್ ಸಲ್ಲಿಸಲು ಕಡೆಯ ದಿನಾಂಕ: 09.06.2025 ರ ಸಂಜೆ 17.00 ಗಂಟೆ. (3) ತಾಂತ್ರಿಕ ಬಿಡ್ ತೆರೆಯುವ ದಿನಾಂಕ: 10.06.2025 ರ ಬೆಳಿಗ್ಗೆ 17.00 ಗಂಟೆ. (4) ಹಣಕಾಸಿನ ಬಿಡ್ ತೆರೆಯುವ ದಿನಾಂಕ: 15.06.2025 ರ ಮಧ್ಯಾಹ್ನ 14.59.34 ಗಂಟೆ. [973,288,1265,333]
court-date: ದಿನಾಂಕ: 23-05-2025 [13,934,89,945]
court-signature: ಸಹಿ/- ಶಿರಸ್ತೇದಾರರು, ನ್ಯಾಯಾಲಯ, ಭದ್ರಾವತಿ [26,951,154,961]
ad-email: ಇ-ಮೇಲ್: purchase@kmf.coop [414,120,548,131]
case-number: ಸಿ.ಆರ್.ಮಿಸ್.ನಂ: 161/2025 [1062,1635,1176,1646]
court-body-filler: ಅರ್ಜಿದಾರರು: ಶ್ರೀಮತಿ ಪ್ರೇಮಾ ಬಿನ್ ಲೋಕೇಶಪ್ಪ 25 ವರ್ಷ. ಮೇಲ್ಕಂಡ ಅರ್ಜಿದಾರರು ಜನನ ಪ್ರಮಾಣ ಪತ್ರ ನೀಡಲು ಅರ್ಜಿ ಸಲ್ಲಿಸಿದ್ದು, ವಿಚಾರಣೆಯನ್ನು ದಿನಾಂಕ: 04-06-2025 ರಂದು ಬೆಳಿಗ್ಗೆ 11 ಗಂಟೆಗೆ ನಿಗದಿಪಡಿಸಲಾಗಿದೆ. [13,1300,311,1333]
tender-number-line: ಇ-ಪ್ರೊಕ್ಯೂರ್‌ಮೆಂಟ್ ಮುಂದುವರಿದ ಟೆಂಡರ್ ಪ್ರಕಟಣೆ ಸಂಖ್ಯೆ: 02(1)/2025-26 ದಿನಾಂಕ: 21.05.2025 [333,666,949,682]
ad-subtitle: ಹಿಂದೂಧಾರ್ಮಿಕ ಸಂಸ್ಥೆಗಳು ಮತ್ತು ಧರ್ಮಾದಾಯ ದತ್ತಿಗಳ ಇಲಾಖೆ, ಶ್ರೀ ಚಲುವನಾರಾಯಣಸ್ವಾಮಿ ಮತ್ತು ಶ್ರೀ ಯೋಗಾನರಸಿಂಹಸ್ವಾಮಿ ದೇವಸ್ಥಾನ, ಮೇಲುಕೋಟೆ-571431, ಪಾಂಡವಪುರ ತಾಲ್ಲೂಕು, ಮಂಡ್ಯ ಜಿಲ್ಲೆ [1009,88,1229,122]
indent-number: RDPR/2024-25/RD/WORK_INDENT12261/CALL-3 [651,209,889,219]
brand-logo: ಹೊಸ ದಿಗಂತ [892,4,1177,56]
court-body-filler: ಅರ್ಜಿದಾರರು: 1) ಶ್ರೀ.ಗೋವಿಂದಪ್ಪ ಬಿನ್ ಬೀರಪ್ಪ 41 ವರ್ಷ. 2) ಶ್ರೀ ಹೇಮಾವತಿ ಬಿನ್ ರಾಮಪ್ಪ 45 ವರ್ಷ. ವಿಚಾರಣೆಯನ್ನು ದಿನಾಂಕ: 04-06-2025 ರಂದು ಬೆಳಿಗ್ಗೆ 11 ಗಂಟೆಗೆ ನಿಗದಿಪಡಿಸಲಾಗಿದೆ. [333,1286,629,1308]
court-body-filler: ಅರ್ಜಿದಾರರು: ಪುಟ್ಟಮ್ಮ, ವಯಸ್ಸು 51 ವರ್ಷ. ವಿರುದ್ಧ: ಸಾರ್ವಜನಿಕರು. ವಿಚಾರಣೆ ದಿನಾಂಕ: 10.07.2025 ರಂದು ಬೆಳಿಗ್ಗೆ 10.30 ಗಂಟೆಗೆ ನ್ಯಾಯಾಲಯದಲ್ಲಿ ಹಾಜರಾಗತಕ್ಕದ್ದು. [173,754,311,799]
ad-body-filler: ಭದ್ರಾವತಿ ತಾಲ್ಲೂಕು ಸಿಂಗನಮನೆ ಗ್ರಾಮದ ಸರ್ವೆ ನಂ 53 ರಲ್ಲಿರುವ ಜಮೀನಿಗೆ ಸಂಬಂಧಿಸಿದ ಮೂಲ ದಾಖಲೆಗಳು ಕಳೆದುಹೋಗಿರುತ್ತವೆ. (E lost Number 1624249/2025 Dated: 26-05-2025) ಪತ್ತೆಯಾದಲ್ಲಿ ಸಂಪರ್ಕಿಸಿ. [13,472,311,505]
certificate-notice [6,408,318,653]
ad-place: ಸ್ಥಳ: ಭದ್ರಾವತಿ [13,524,56,534]
court-title: ಗೌರಿಬಿದನೂರಿನ ಹೆಚ್ಚುವರಿ ಪ್ರಧಾನ ಸಿವಿಲ್ ನ್ಯಾಯಾಧೀಶರ ನ್ಯಾಯಾಲಯ ಮತ್ತು ಜೆ.ಎಂ.ಎಫ್.ಸಿ. ರವರ ನ್ಯಾಯಾಲಯದಲ್ಲಿ [981,1609,1257,1635]
table-cell: 2 [334,812,356,841]
ad-body: ಸ್ಟ್ಯಾಂಡರ್ಡ್ ಟೆಂಡರ್ ಡಾಕ್ಯುಮೆಂಟ್ ಕೆ.ಡಬ್ಲ್ಯೂ.-IV ರ ನಿಬಂಧನೆಗೊಳಪಟ್ಟಂತೆ ಟೆಂಡರ್ ಅರ್ಜಿ ಆಹ್ವಾನಿಸಲಾಗಿದೆ. ಕರ್ನಾಟಕ ಸಾರ್ವಜನಿಕ ಸಂಗ್ರಹಣೆ ಪಾರದರ್ಶಕತೆ ಅಧಿನಿಯಮ 2000ರ ಪ್ರಕಾರ (Double Cover System) ಮುಖಾಂತರ 2023-24ನೇ ಸಾಲಿನ 5054 cm special grant ಲೆಕ್ಕಶೀರ್ಷಿಕೆಯ ಕೆಳಗೆ ನಮೂದಿಸಿರುವ ಕಾಮಗಾರಿಗಳಿಗೆ https://eproc.karnataka.gov.in ಮೂಲಕ ಅರ್ಜಿಯನ್ನು ಸಲ್ಲಿಸಲು ಕೋರಲಾಗಿದೆ. (1) E-procurement ಮುಖಾಂತರ ಅರ್ಜಿ ಸಲ್ಲಿಸುವ ಕೊನೆಯ ದಿನಾಂಕ: 04.06.2025ರ 16.30 ರವರೆಗೆ. (2) ತಾಂತ್ರಿಕ ಬಿಡ್‌ನ್ನು ತೆರೆಯುವ ದಿನಾಂಕ: 05.06.2025 ರಂದು 16.35 ಗಂಟೆಗೆ. (3) ಆರ್ಥಿಕ ಬಿಡ್ಡನ್ನು ತೆರೆಯುವ ದಿನಾಂಕ: 06.06.2025 ರಂದು ಬೆಳಗ್ಗೆ 11.30 ಗಂಟೆ. [333,685,949,732]
court-date: ದಿನಾಂಕ: 23-05-2025 [13,1375,94,1385]
ad-body-filler: ಮೈಸೂರು ಚಾಮುಂಡೇಶ್ವರಿ ಶ್ರೀ ಚಾಮುಂಡೇಶ್ವರಿ ದೇವಾಲಯಕ್ಕೆ ಸಂಬಂಧಿಸಿದ ಕೆಳಕಂಡ ಕಾಮಗಾರಿಗೆ ಇ-ಪ್ರೊಕ್ಯೂರ್‌ಮೆಂಟ್ ಪೋರ್ಟಲ್ (https://kppp.karnataka.gov.in) ಮೂಲಕ ಟೆಂಡರ್ ಆಹ್ವಾನಿಸಲಾಗಿದೆ. ಅಂದಾಜು ಮೊತ್ತ (ರೂಗಳಲ್ಲಿ): 25,05,000. ಇ.ಎಂ.ಡಿ ಮೊತ್ತ (ರೂ.ಗಳಲ್ಲಿ): 50,100. [973,239,1265,284]
court-body-filler: ಅರ್ಜಿದಾರರು: ಶ್ರೀ ಹನುಮಂತಪ್ಪ ಬಿನ್ ತಿಮ್ಮಪ್ಪ, ವಯಸ್ಸು 72 ವರ್ಷ, ವ್ಯವಸಾಯ. ವಿಚಾರಣೆ ದಿನಾಂಕ: 27-06-2025 ರಂದು ಬೆಳಿಗ್ಗೆ 11 ಗಂಟೆಗೆ ನಿಗದಿಪಡಿಸಲಾಗಿದೆ. [973,1295,1265,1317]
date-label: 27 ಮೇ 2025 [118,23,204,41]
sun-logo-icon: ☀ [902,10,942,50]
court-signature: ಪ್ರಧಾನ ಸಿವಿಲ್ ನ್ಯಾಯಾಧೀಶರು ಮತ್ತು ಜೆ.ಎಂ.ಎಫ್.ಸಿ. ಹೊಳೆನರಸೀಪುರ [1057,1338,1265,1348]
court-notice [326,1176,636,1596]
yellow-dot-icon [466,2057,476,2067]
court-body: ಅರ್ಜಿದಾರರು: ಶ್ರೀ ಕೃಷ್ಣಪ್ಪ ಬಿನ್ ತಿಮ್ಮಪ್ಪ, ವಯಸ್ಸು 72 ವರ್ಷ. ವಿಚಾರಣೆ ದಿನಾಂಕ: 27-06-2025 ರಂದು ಬೆಳಿಗ್ಗೆ 11 ಗಂಟೆಗೆ. [973,1649,1265,1671]
ad-heading-bar: ಇ-ಟೆಂಡರ್ ಪ್ರಕಟಣೆ (ದ್ವಿ ಲಕೋಟೆ) [973,172,1265,188]
ad-title: ಕರ್ನಾಟಕ ಸರ್ಕಾರ [1087,75,1151,88]
court-signature: ಮಾನ್ಯ 3ನೇ ಜೆ.ಎಂ.ಎಫ್.ಸಿ. ನ್ಯಾಯಾಲಯ, ಶಿವಮೊಗ್ಗ [790,1329,949,1339]
table-cell: 9 ತಿಂಗಳು [889,841,948,870]
